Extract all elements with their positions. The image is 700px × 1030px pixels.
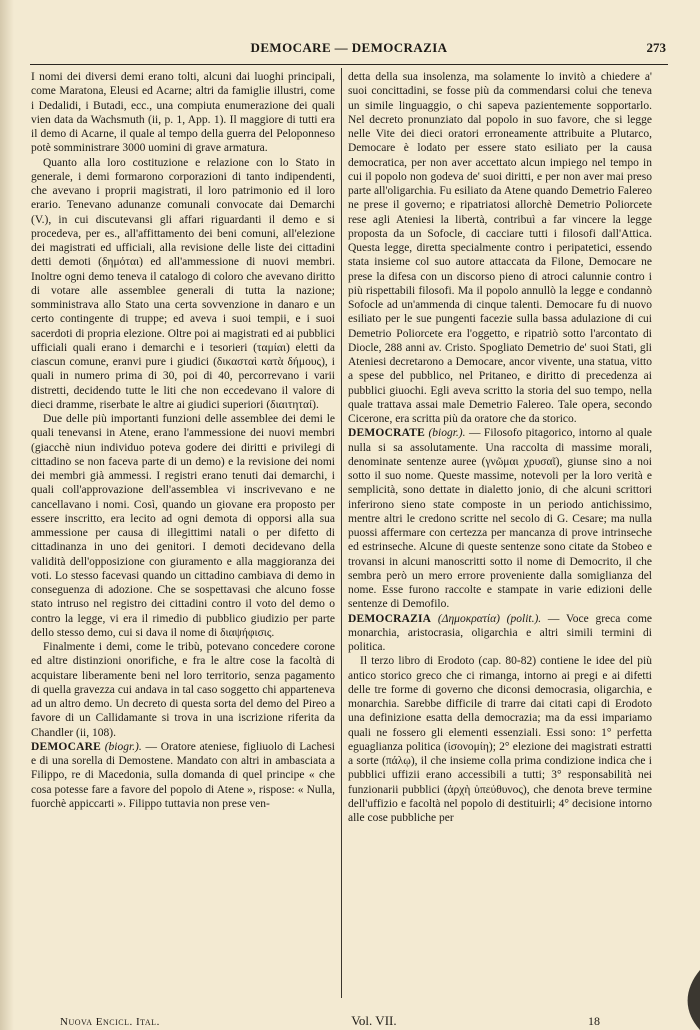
- entry-body: — Oratore ateniese, figliuolo di Lachesi e di una sorella di Demostene. Mandato con altri in ambasciata a Filippo, re di Macedonia, sulla domanda di quel principe « che cosa potesse fare a favore del popolo di Atene », rispose: « Nulla, fuorchè appiccarti ». Filippo tuttavia non prese ven-: [31, 740, 335, 810]
- left-column: [31, 70, 335, 1008]
- paragraph: I nomi dei diversi demi erano tolti, alcuni dai luoghi principali, come Maratona, Eleusi ed Acarne; altri da famiglie illustri, come i Dedalidi, i Butadi, ecc., una compiuta enumerazione dei quali vien data da Wachsmuth (ii, p. 1, App. 1). Il maggiore di tutti era il demo di Acarne, il quale al tempo della guerra del Peloponneso potè somministrare 3000 uomini di grave armatura.: [31, 71, 335, 155]
- paragraph: detta della sua insolenza, ma solamente lo invitò a chiedere a' suoi concittadini, se fosse più da commendarsi colui che teneva un simile linguaggio, o chi sapeva pazientemente sopportarlo. Nel decreto pronunziato dal popolo in suo favore, che si legge nelle Vite dei dieci oratori erroneamente attribuite a Plutarco, Democare è lodato per essere stato esiliato per la causa democratica, per non aver accettato alcun impiego nel tempo in cui il popolo non godeva de' suoi diritti, e per non aver mai preso parte all'oligarchia. Fu esiliato da Atene quando Demetrio Falereo ne prese il governo; e ripatriatosi allorchè Demetrio Poliorcete rese agli Ateniesi la libertà, contribuì a far vincere la legge proposta da un Sofocle, di cacciare tutti i filosofi dall'Attica. Questa legge, diretta specialmente contro i peripatetici, essendo stata insieme col suo autore attaccata da Filone, Democare ne prese la difesa con un discorso pieno di atroci calunnie contro i più rispettabili filosofi. Ma il popolo annullò la legge e condannò Sofocle ad un'ammenda di cinque talenti. Democare fu di nuovo esiliato per le sue pungenti facezie sulla bassa adulazione di cui Demetrio Poliorcete era l'oggetto, e ripatriò sotto l'arcontato di Diocle, 288 anni av. Cristo. Spogliato Demetrio de' suoi Stati, gli Ateniesi decretarono a Democare, ancor vivente, una statua, vitto a spese del pubblico, nel Pritaneo, e diritto di precedenza ai pubblici giuochi. Egli aveva scritto la storia del suo tempo, nella quale trattava assai male Demetrio Falereo. Tale opera, secondo Cicerone, era scritta più da oratore che da storico.: [348, 71, 652, 425]
- footer-volume: Vol. VII.: [351, 1013, 397, 1028]
- entry-tag: (biogr.).: [104, 740, 142, 753]
- entry-body: — Filosofo pitagorico, intorno al quale nulla si sa assolutamente. Una raccolta di massime morali, denominate sentenze auree (γνῶμαι χρυσαῖ), giunse sino a noi sotto il suo nome. Queste massime, notevoli per la loro verità e semplicità, sono dettate in dialetto jonio, di che alcuni scrittori inferirono sieno state composte in un periodo antichissimo, mentre altri le credono scritte nel secolo di G. Cesare; ma nulla puossi affermare con certezza per mancanza di prove intrinseche ed estrinseche. Alcune di queste sentenze sono citate da Stobeo e trovansi in alcuni manoscritti sotto il nome di Democrito, il che sembra però un mero errore proveniente dalla somiglianza del nome. Esse furono raccolte e stampate in varie edizioni delle sentenze di Demofilo.: [348, 427, 652, 611]
- entry-headword: DEMOCRAZIA: [348, 612, 432, 625]
- paragraph: Quanto alla loro costituzione e relazione con lo Stato in generale, i demi formarono corporazioni di tanto indipendenti, che avevano i proprii magistrati, il loro patrimonio ed il loro erario. Tenevano adunanze comunali convocate dai Demarchi (V.), in cui discutevansi gli affari riguardanti il demo e si procedeva, per es., all'affittamento dei beni comuni, all'elezione dei magistrati ed ufficiali, alla revisione delle liste dei cittadini detti demoti (δημόται) ed all'ammessione di nuovi membri. Inoltre ogni demo teneva il catalogo di coloro che avevano diritto di votare alle assemblee generali di tutta la nazione; somministrava allo Stato una certa sovvenzione in danaro e un certo contingente di truppe; ed aveva i suoi tempii, e i suoi sacerdoti di propria elezione. Oltre poi ai magistrati ed ai pubblici ufficiali quali erano i demarchi e i tesorieri (ταμίαι) eletti da ciascun comune, eranvi pure i giudici (δικασταὶ κατὰ δήμους), i quali in numero prima di 30, poi di 40, percorrevano i varii distretti, decidendo tutte le liti che non eccedevano il valore di dieci dramme, riserbate le altre ai giudici superiori (διαιτηταί).: [31, 156, 335, 411]
- entry-democare: [31, 740, 335, 811]
- paragraph: Finalmente i demi, come le tribù, potevano concedere corone ed altre distinzioni onorifiche, e fra le altre cose la facoltà di acquistare liberamente beni nel loro territorio, senza pagamento di quella gravezza cui andava in tal caso soggetto chi apparteneva ad un altro demo. Un decreto di questa sorta del demo del Pireo a favore di un Callidamante si trova in una iscrizione riferita da Chandler (ii, 108).: [31, 641, 335, 739]
- entry-headword: DEMOCARE: [31, 740, 101, 753]
- running-title: DEMOCARE — DEMOCRAZIA: [250, 40, 448, 55]
- running-header: [30, 40, 668, 65]
- entry-body: — Voce greca come monarchia, aristocrasia, oligarchia e altri simili termini di politica.: [348, 612, 652, 653]
- entry-democrazia: [348, 612, 652, 655]
- right-column: [348, 70, 652, 1008]
- footer-signature: 18: [588, 1014, 600, 1028]
- entry-democrate: [348, 426, 652, 611]
- entry-headword: DEMOCRATE: [348, 427, 425, 440]
- page-curl-decoration: [660, 970, 700, 1030]
- paragraph: Due delle più importanti funzioni delle assemblee dei demi le quali tenevansi in Atene, erano l'ammessione dei nuovi membri (giacchè niun individuo poteva godere dei diritti e privilegi di cittadino se non faceva parte di un demo) e la revisione dei nomi dei membri già ammessi. I registri erano tenuti dai demarchi, i quali coll'approvazione dell'assemblea vi inscrivevano e ne cancellavano i nomi. Così, quando un giovane era proposto per essere inscritto, era lecito ad ogni demota di opporsi alla sua ammessione per causa di illegittimi natali o per difetto di cittadinanza in uno dei genitori. I demoti decidevano della validità dell'opposizione con giuramento e alla maggioranza dei voti. Lo stesso facevasi quando un cittadino cambiava di demo in conseguenza di adozione. Che se sospettavasi che alcuno fosse stato intruso nel registro dei cittadini contro il voto del demo o contro la legge, vi era il rimedio di pubblico giudizio per parte dello stesso demo, cui si dava il nome di διαψήφισις.: [31, 413, 335, 639]
- paragraph: Il terzo libro di Erodoto (cap. 80-82) contiene le idee del più antico storico greco che ci rimanga, intorno ai pregi e ai difetti delle tre forme di governo che diconsi democrasia, oligarchia, e monarchia. Sarebbe difficile di trarre dai citati capi di Erodoto una definizione esatta della democrazia; ma da essi impariamo quali ne fossero gli elementi essenziali. Essi sono: 1° perfetta eguaglianza politica (ἰσονομίη); 2° elezione dei magistrati estratti a sorte (πάλῳ), il che insieme colla prima condizione indica che i pubblici uffizii erano accessibili a tutti; 3° responsabilità nei funzionarii pubblici (ἀρχὴ ὑπεύθυνος), che denota breve termine dell'uffizio e facoltà nel popolo di destituirli; 4° decisione intorno alle cose pubbliche per: [348, 655, 652, 824]
- page-number: 273: [646, 40, 666, 55]
- page-edge-shadow: [0, 0, 14, 1030]
- page-footer: [60, 1013, 600, 1029]
- entry-tag: (biogr.).: [428, 427, 466, 440]
- column-divider: [341, 68, 342, 998]
- footer-publication: Nuova Encicl. Ital.: [60, 1016, 160, 1028]
- entry-tag: (Δημοκρατία) (polit.).: [437, 612, 542, 625]
